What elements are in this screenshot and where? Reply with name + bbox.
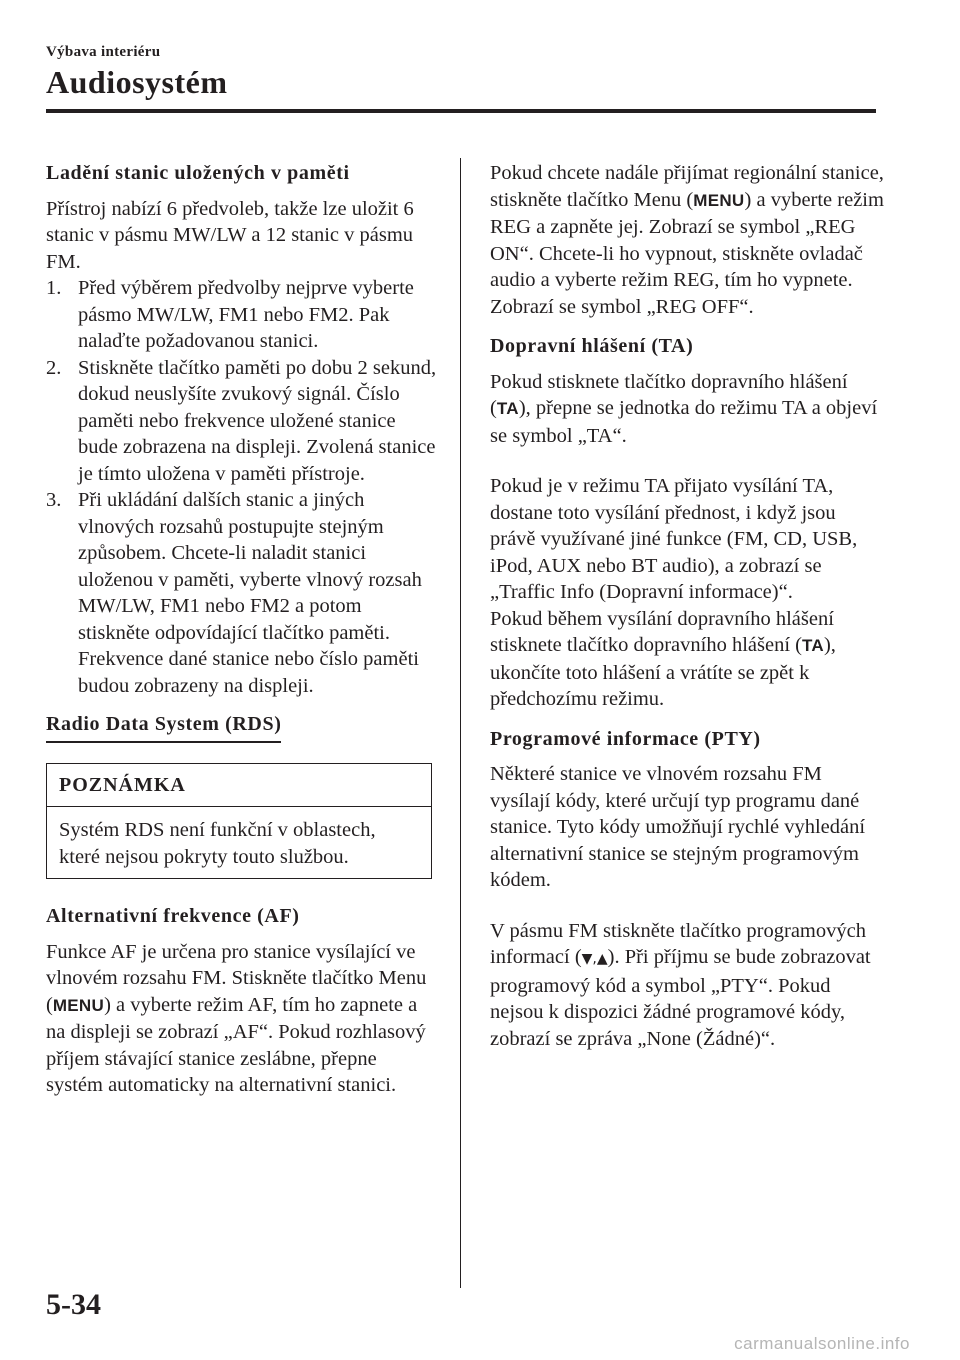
reg-paragraph	[490, 160, 885, 320]
left-column	[46, 160, 438, 1099]
text-span: ), přepne se jednotka do režimu TA a objeví se symbol „TA“.	[490, 397, 878, 447]
note-box	[46, 763, 432, 880]
rds-heading: Radio Data System (RDS)	[46, 711, 281, 743]
page-number: 5-34	[46, 1288, 101, 1321]
step-text: Při ukládání dalších stanic a jiných vlnových rozsahů postupujte stejným způsobem. Chcete-li naladit stanici uloženou v paměti, vyberte vlnový rozsah MW/LW, FM1 nebo FM2 a potom stiskněte odpovídající tlačítko paměti. Frekvence dané stanice nebo číslo paměti budou zobrazeny na displeji.	[78, 489, 422, 697]
text-span: ). Při příjmu se bude zobrazovat programový kód a symbol „PTY“. Pokud nejsou k dispozici žádné programové kódy, zobrazí se zpráva „None (Žádné)“.	[490, 946, 871, 1050]
step-number: 2.	[46, 356, 62, 379]
note-text: Systém RDS není funkční v oblastech, které nejsou pokryty touto službou.	[59, 819, 376, 868]
title-rule	[46, 109, 876, 113]
section-heading-pty: Programové informace (PTY)	[490, 727, 761, 750]
text-span: Funkce AF je určena pro stanice vysílající ve vlnovém rozsahu FM. Stiskněte tlačítko Menu (	[46, 940, 427, 1016]
af-paragraph	[46, 939, 438, 1099]
menu-key-label: MENU	[52, 995, 105, 1015]
step-number: 1.	[46, 277, 62, 299]
text-span: Pokud chcete nadále přijímat regionální stanice, stiskněte tlačítko Menu (	[490, 162, 884, 211]
list-item	[46, 275, 438, 355]
ta-key-label: TA	[801, 636, 824, 655]
right-column	[490, 160, 885, 1052]
text-span: V pásmu FM stiskněte tlačítko programových informací (	[490, 919, 866, 968]
intro-paragraph: Přístroj nabízí 6 předvoleb, takže lze uložit 6 stanic v pásmu MW/LW a 12 stanic v pásmu FM.	[46, 197, 414, 273]
list-item	[46, 487, 438, 699]
pty-paragraph: Některé stanice ve vlnovém rozsahu FM vysílají kódy, které určují typ programu dané stanice. Tyto kódy umožňují rychlé vyhledání alternativní stanice se stejným programovým kódem.	[490, 763, 866, 891]
text-span: ) a vyberte režim AF, tím ho zapnete a na displeji se zobrazí „AF“. Pokud rozhlasový příjem stávající stanice zeslábne, přepne systém automaticky na alternativní stanici.	[46, 993, 426, 1096]
section-heading-af: Alternativní frekvence (AF)	[46, 905, 300, 927]
menu-key-label: MENU	[693, 190, 745, 210]
pty-paragraph-2	[490, 918, 885, 1053]
watermark: carmanualsonline.info	[734, 1334, 910, 1353]
column-divider	[460, 158, 461, 1288]
steps-list	[46, 275, 438, 699]
ta-paragraph	[490, 369, 885, 450]
step-number: 3.	[46, 489, 62, 511]
down-up-arrow-icon: ▼,▲	[581, 951, 608, 967]
note-title: POZNÁMKA	[47, 764, 431, 808]
text-span: Pokud během vysílání dopravního hlášení stisknete tlačítko dopravního hlášení (	[490, 607, 834, 656]
ta-key-label: TA	[496, 399, 519, 418]
ta-paragraph-2: Pokud je v režimu TA přijato vysílání TA, dostane toto vysílání přednost, i když jsou právě využívané jiné funkce (FM, CD, USB, iPod, AUX nebo BT audio), a zobrazí se „Traffic Info (Dopravní informace)“.	[490, 475, 858, 603]
section-heading-ta: Dopravní hlášení (TA)	[490, 335, 694, 357]
section-heading-preset-stations: Ladění stanic uložených v paměti	[46, 162, 350, 184]
step-text: Před výběrem předvolby nejprve vyberte pásmo MW/LW, FM1 nebo FM2. Pak nalaďte požadovanou stanici.	[78, 277, 414, 352]
text-span: ), ukončíte toto hlášení a vrátíte se zpět k předchozímu režimu.	[490, 634, 836, 710]
page-title: Audiosystém	[46, 64, 228, 100]
step-text: Stiskněte tlačítko paměti po dobu 2 sekund, dokud neuslyšíte zvukový signál. Číslo paměti nebo frekvence uložené stanice bude zobrazena na displeji. Zvolená stanice je tímto uložena v paměti přístroje.	[78, 356, 437, 485]
list-item	[46, 355, 438, 488]
ta-paragraph-3	[490, 606, 885, 713]
breadcrumb: Výbava interiéru	[46, 44, 161, 60]
text-span: ) a vyberte režim REG a zapněte jej. Zobrazí se symbol „REG ON“. Chcete-li ho vypnout, stiskněte ovladač audio a vyberte režim REG, tím ho vypnete. Zobrazí se symbol „REG OFF“.	[490, 188, 884, 318]
text-span: Pokud stisknete tlačítko dopravního hlášení (	[490, 370, 848, 419]
